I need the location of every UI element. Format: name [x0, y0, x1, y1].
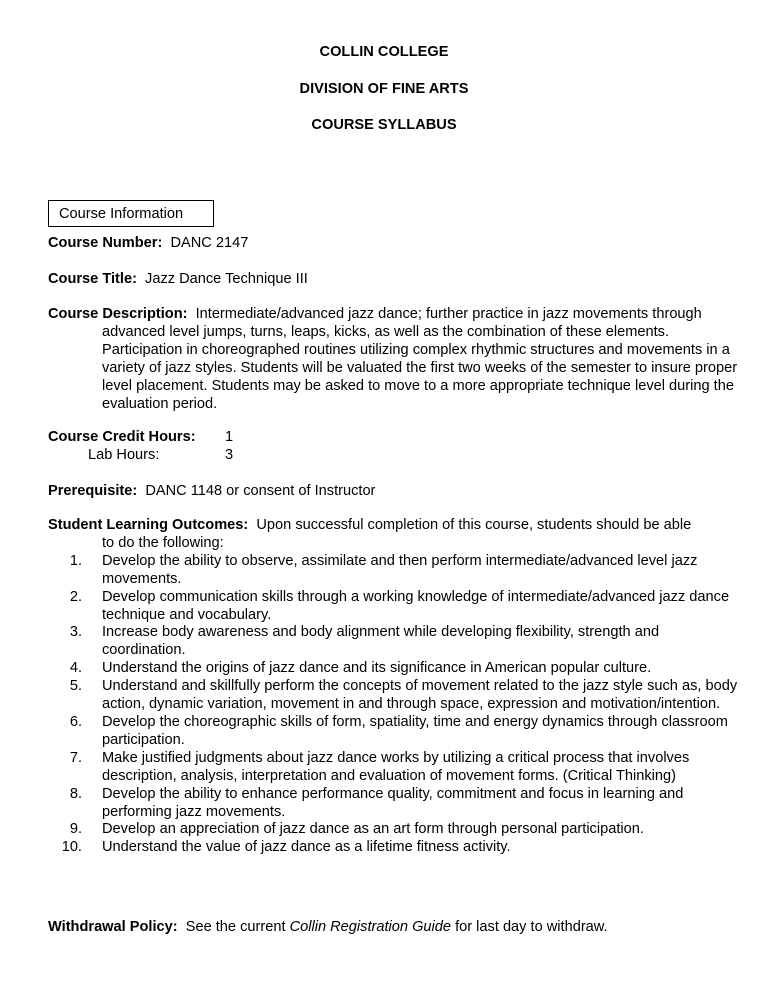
learning-outcomes-section [48, 517, 738, 857]
list-item [48, 714, 738, 750]
withdrawal-text-before: See the current [185, 919, 286, 935]
list-item [48, 678, 738, 714]
course-description-label: Course Description: [48, 306, 188, 322]
list-item-text: Develop the ability to enhance performance quality, commitment and focus in learning and performing jazz movements. [102, 785, 684, 820]
list-item [48, 839, 738, 857]
credit-hours-value: 1 [225, 429, 234, 445]
course-title-value: Jazz Dance Technique III [145, 271, 308, 287]
course-number-value: DANC 2147 [170, 235, 249, 251]
list-item-text: Develop communication skills through a working knowledge of intermediate/advanced jazz dance technique and vocabulary. [102, 588, 730, 623]
list-item-text: Increase body awareness and body alignment while developing flexibility, strength and coordination. [102, 624, 660, 659]
college-name: COLLIN COLLEGE [319, 44, 449, 60]
list-item [48, 660, 738, 678]
credit-hours-label: Course Credit Hours: [48, 429, 196, 445]
list-item [48, 786, 738, 822]
prerequisite-field [48, 482, 375, 500]
course-description-first-line: Intermediate/advanced jazz dance; further practice in jazz movements through [195, 306, 702, 322]
list-item-number: 7. [69, 749, 82, 766]
division-name: DIVISION OF FINE ARTS [299, 81, 469, 97]
list-item-number: 9. [69, 821, 82, 838]
registration-guide-title: Collin Registration Guide [289, 919, 452, 935]
list-item-text: Develop an appreciation of jazz dance as an art form through personal participation. [102, 821, 644, 838]
list-item-number: 3. [69, 624, 82, 641]
course-number-label: Course Number: [48, 235, 163, 251]
course-title-label: Course Title: [48, 271, 137, 287]
list-item-text: Understand the value of jazz dance as a lifetime fitness activity. [102, 839, 511, 856]
list-item [48, 624, 738, 660]
prerequisite-value: DANC 1148 or consent of Instructor [145, 483, 376, 499]
course-description-text: advanced level jumps, turns, leaps, kicks, as well as the combination of these elements. Participation in choreographed routines utilizing complex rhythmic structures and movements in a variety of jazz styles. Students will be valuated the first two weeks of the semester to insure proper level placement. Students may be asked to move to a more appropriate technique level during the evaluation period. [102, 324, 738, 412]
lab-hours-label: Lab Hours: [88, 447, 160, 463]
list-item [48, 553, 738, 589]
learning-outcomes-intro-continued: to do the following: [102, 534, 224, 551]
list-item-number: 1. [69, 552, 82, 569]
prerequisite-label: Prerequisite: [48, 483, 138, 499]
list-item-number: 5. [69, 678, 82, 695]
list-item-number: 6. [69, 713, 82, 730]
course-information-box: Course Information [48, 200, 214, 227]
learning-outcomes-list [48, 553, 738, 857]
list-item [48, 589, 738, 625]
list-item-text: Understand and skillfully perform the concepts of movement related to the jazz style such as, body action, dynamic variation, movement in and through space, expression and motivation/intention. [102, 678, 738, 713]
learning-outcomes-label: Student Learning Outcomes: [48, 517, 249, 533]
withdrawal-policy-field [48, 918, 608, 936]
list-item-text: Develop the ability to observe, assimilate and then perform intermediate/advanced level jazz movements. [102, 552, 698, 587]
learning-outcomes-intro: Upon successful completion of this course, students should be able [256, 517, 692, 533]
credit-hours-block [48, 428, 233, 464]
withdrawal-policy-label: Withdrawal Policy: [48, 919, 178, 935]
list-item [48, 821, 738, 839]
course-description-field [48, 305, 738, 413]
list-item-text: Understand the origins of jazz dance and its significance in American popular culture. [102, 660, 652, 677]
document-title: COURSE SYLLABUS [311, 117, 457, 133]
list-item-text: Develop the choreographic skills of form, spatiality, time and energy dynamics through classroom participation. [102, 713, 728, 748]
list-item-number: 2. [69, 588, 82, 605]
withdrawal-text-after: for last day to withdraw. [455, 919, 608, 935]
list-item [48, 750, 738, 786]
list-item-number: 8. [69, 785, 82, 802]
lab-hours-value: 3 [225, 447, 234, 463]
course-number-field [48, 234, 248, 252]
list-item-number: 4. [69, 660, 82, 677]
list-item-number: 10. [61, 839, 82, 856]
list-item-text: Make justified judgments about jazz dance works by utilizing a critical process that involves description, analysis, interpretation and evaluation of movement forms. (Critical Thinking) [102, 749, 690, 784]
course-title-field [48, 270, 308, 288]
